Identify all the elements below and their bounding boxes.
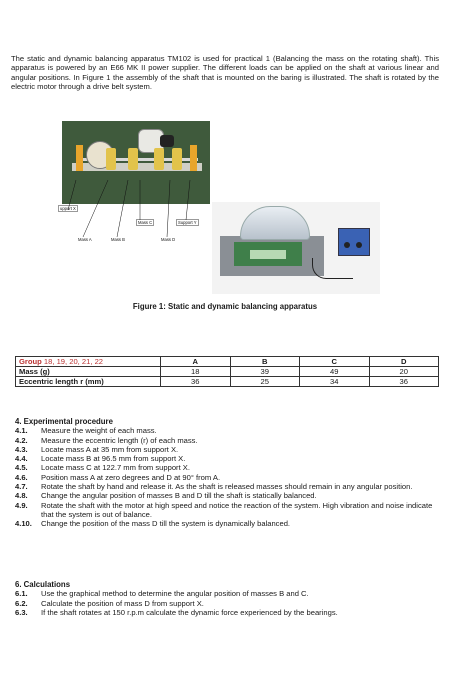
procedure-section	[15, 417, 439, 529]
column-header: D	[369, 357, 439, 367]
column-header: A	[161, 357, 231, 367]
label-mass-b: Mass B	[111, 237, 125, 242]
column-header: B	[230, 357, 300, 367]
procedure-title: 4. Experimental procedure	[15, 417, 113, 426]
list-item: 4.4. Locate mass B at 96.5 mm from support X.	[15, 454, 186, 464]
row-label: Mass (g)	[16, 367, 161, 377]
figure-1	[0, 116, 450, 306]
apparatus-overview-photo	[212, 202, 380, 294]
table-cell: 36	[161, 377, 231, 387]
list-item: 6.2. Calculate the position of mass D from support X.	[15, 598, 204, 608]
calculations-title: 6. Calculations	[15, 580, 71, 589]
table-row-mass	[16, 367, 439, 377]
list-item: 4.5. Locate mass C at 122.7 mm from support X.	[15, 463, 190, 473]
table-header-row	[16, 357, 439, 367]
table-row-eccentric-length	[16, 377, 439, 387]
list-item: 6.3. If the shaft rotates at 150 r.p.m calculate the dynamic force experienced by the bearings.	[15, 607, 338, 617]
label-support-y: Support Y	[178, 220, 197, 225]
list-item: 4.9. Rotate the shaft with the motor at high speed and notice the reaction of the system. High vibration and noise indicate that the system is out of balance.	[15, 500, 433, 519]
intro-paragraph: The static and dynamic balancing apparatus TM102 is used for practical 1 (Balancing the mass on the rotating shaft). This apparatus is powered by an E66 MK II power supplier. The different loads can be applied on the shaft at various linear and angular positions. In Figure 1 the assembly of the shaft that is mounted on the baring is illustrated. The shaft is rotated by the electric motor through a drive belt system.	[11, 54, 439, 92]
label-support-x: upport X	[60, 206, 76, 211]
label-mass-c: Mass C	[138, 220, 153, 225]
table-cell: 18	[161, 367, 231, 377]
table-cell: 25	[230, 377, 300, 387]
table-cell: 36	[369, 377, 439, 387]
table-cell: 49	[300, 367, 370, 377]
figure-caption: Figure 1: Static and dynamic balancing apparatus	[132, 302, 318, 311]
mass-data-table	[15, 356, 439, 387]
list-item: 4.10. Change the position of the mass D till the system is dynamically balanced.	[15, 519, 291, 529]
group-numbers: 18, 19, 20, 21, 22	[43, 357, 104, 366]
list-item: 4.6. Position mass A at zero degrees and D at 90° from A.	[15, 472, 221, 482]
row-label: Eccentric length r (mm)	[16, 377, 161, 387]
list-item: 4.2. Measure the eccentric length (r) of each mass.	[15, 435, 198, 445]
column-header: C	[300, 357, 370, 367]
list-item: 4.3. Locate mass A at 35 mm from support X.	[15, 444, 179, 454]
label-mass-d: Mass D	[161, 237, 176, 242]
label-mass-a: Mass A	[78, 237, 92, 242]
list-item: 6.1. Use the graphical method to determine the angular position of masses B and C.	[15, 589, 309, 599]
table-cell: 20	[369, 367, 439, 377]
calculations-section	[15, 580, 439, 617]
group-cell: Group 18, 19, 20, 21, 22	[16, 357, 161, 367]
list-item: 4.8. Change the angular position of masses B and D till the shaft is statically balanced.	[15, 491, 317, 501]
table-cell: 39	[230, 367, 300, 377]
list-item: 4.1. Measure the weight of each mass.	[15, 426, 157, 436]
list-item: 4.7. Rotate the shaft by hand and release it. As the shaft is released masses should remain in any angular position.	[15, 482, 413, 492]
table-cell: 34	[300, 377, 370, 387]
